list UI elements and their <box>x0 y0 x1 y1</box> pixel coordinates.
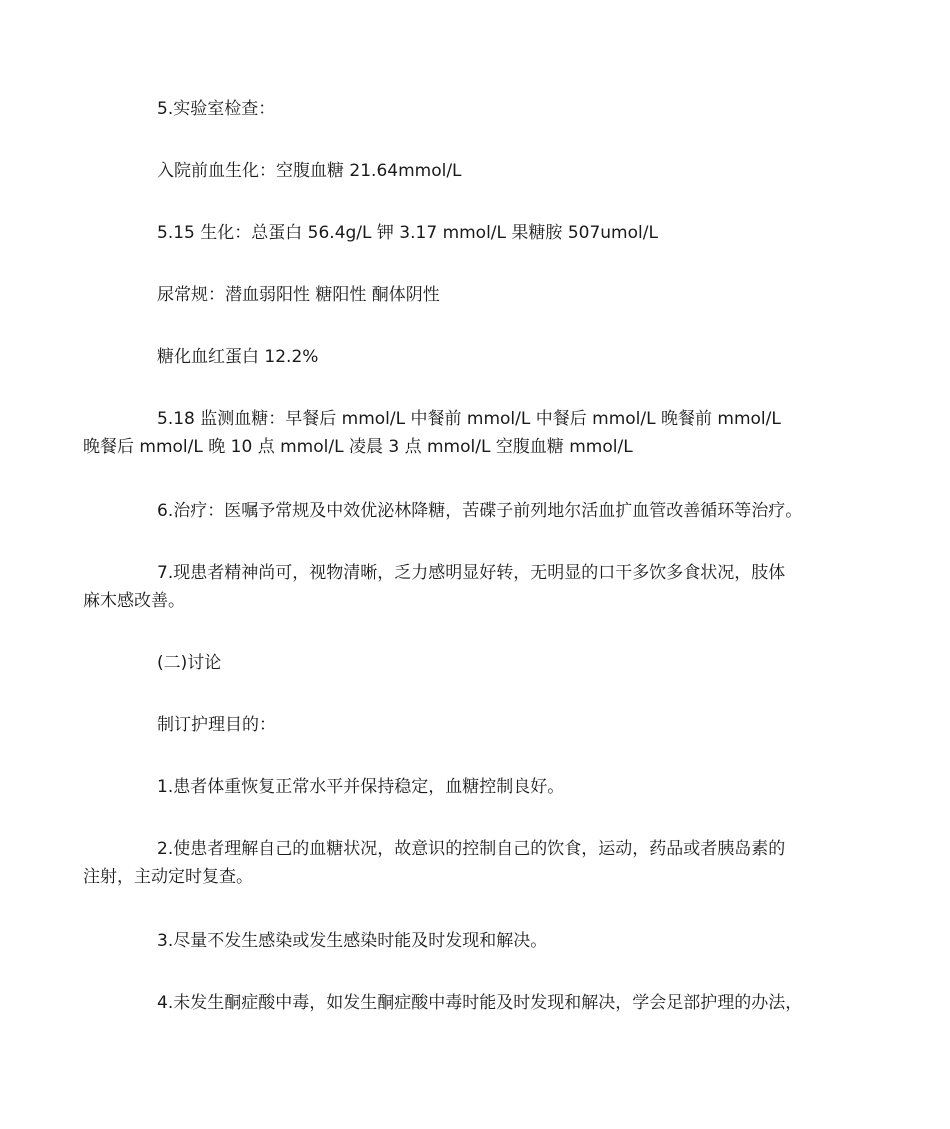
paragraph-current-status <box>83 559 832 615</box>
section-heading-discussion <box>120 649 832 677</box>
paragraph-goal-1 <box>120 773 832 801</box>
paragraph-line: 注射，主动定时复查。 <box>83 867 253 887</box>
paragraph-line: 4.未发生酮症酸中毒，如发生酮症酸中毒时能及时发现和解决，学会足部护理的办法， <box>157 993 803 1013</box>
paragraph-line: 2.使患者理解自己的血糖状况，故意识的控制自己的饮食，运动，药品或者胰岛素的 <box>157 839 786 859</box>
paragraph-admission-biochemistry <box>120 157 832 185</box>
paragraph-line: 5.18 监测血糖：早餐后 mmol/L 中餐前 mmol/L 中餐后 mmol/L 晚餐前 mmol/L <box>157 409 781 429</box>
paragraph-nursing-goals-heading <box>120 711 832 739</box>
paragraph-line: 6.治疗：医嘱予常规及中效优泌林降糖，苦碟子前列地尔活血扩血管改善循环等治疗。 <box>157 501 803 521</box>
paragraph-line: 尿常规：潜血弱阳性 糖阳性 酮体阴性 <box>157 285 440 305</box>
paragraph-line: 晚餐后 mmol/L 晚 10 点 mmol/L 凌晨 3 点 mmol/L 空腹血糖 mmol/L <box>83 437 633 457</box>
paragraph-line: 麻木感改善。 <box>83 591 185 611</box>
paragraph-line: 糖化血红蛋白 12.2% <box>157 347 319 367</box>
paragraph-line: 5.实验室检查： <box>157 99 276 119</box>
paragraph-line: (二)讨论 <box>157 653 222 673</box>
paragraph-line: 入院前血生化：空腹血糖 21.64mmol/L <box>157 161 462 181</box>
paragraph-hba1c <box>120 343 832 371</box>
paragraph-goal-4 <box>120 989 832 1017</box>
paragraph-line: 3.尽量不发生感染或发生感染时能及时发现和解决。 <box>157 931 548 951</box>
paragraph-urinalysis <box>120 281 832 309</box>
paragraph-goal-2 <box>83 835 832 891</box>
paragraph-biochemistry-5-15 <box>120 219 832 247</box>
paragraph-glucose-monitoring <box>83 405 832 461</box>
paragraph-goal-3 <box>120 927 832 955</box>
paragraph-line: 7.现患者精神尚可，视物清晰，乏力感明显好转，无明显的口干多饮多食状况，肢体 <box>157 563 786 583</box>
paragraph-lab-tests-heading <box>120 95 832 123</box>
paragraph-treatment <box>120 497 832 525</box>
paragraph-line: 制订护理目的： <box>157 715 276 735</box>
paragraph-line: 5.15 生化：总蛋白 56.4g/L 钾 3.17 mmol/L 果糖胺 507umol/L <box>157 223 658 243</box>
paragraph-line: 1.患者体重恢复正常水平并保持稳定，血糖控制良好。 <box>157 777 565 797</box>
